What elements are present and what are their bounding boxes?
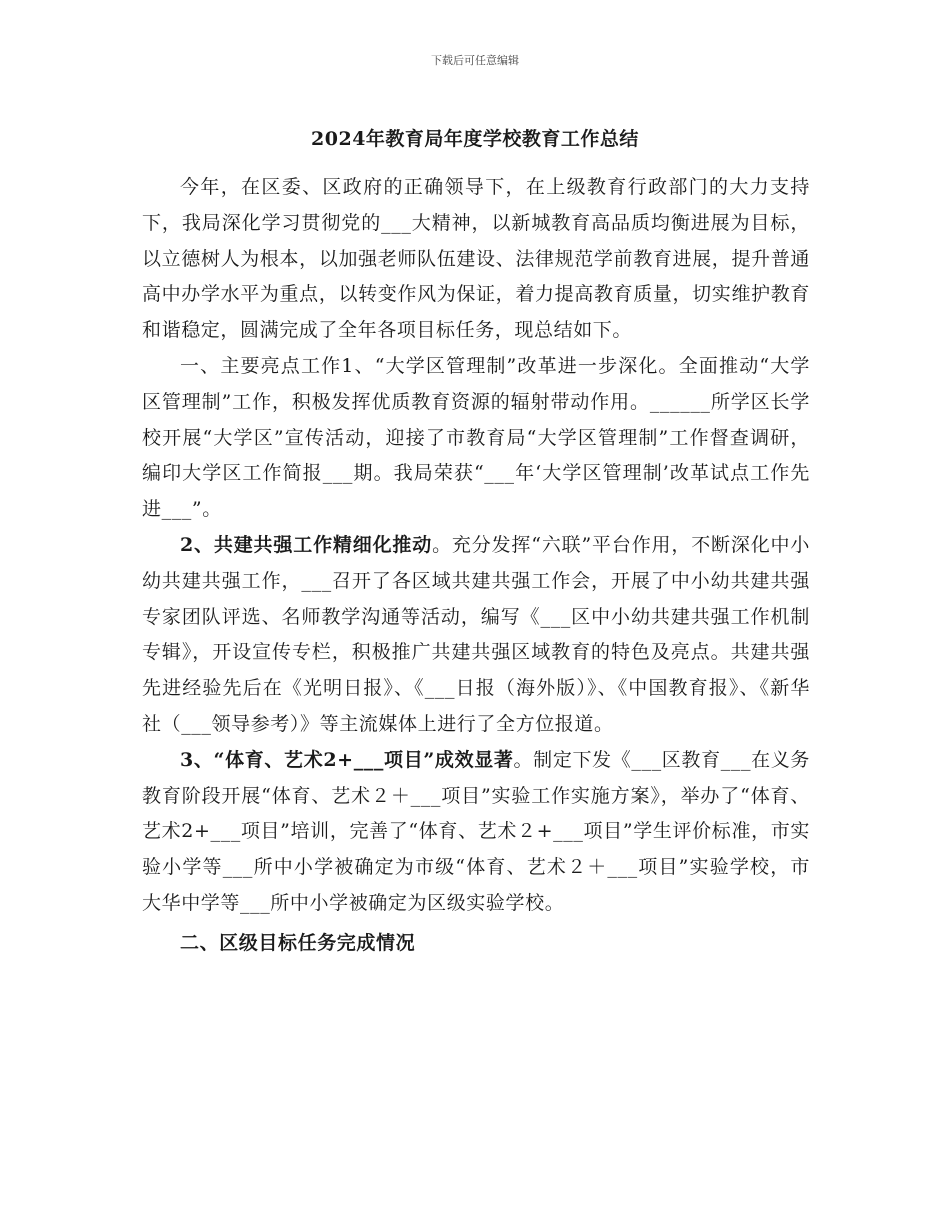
highlight-item-2-paragraph bbox=[142, 528, 810, 743]
document-body bbox=[142, 170, 810, 962]
highlight-item-2-heading: 2、共建共强工作精细化推动 bbox=[180, 533, 433, 556]
page-header-note: 下载后可任意编辑 bbox=[431, 54, 519, 67]
highlight-item-2-text: 。充分发挥“六联”平台作用，不断深化中小幼共建共强工作，___召开了各区域共建共强工作会，开展了中小幼共建共强专家团队评选、名师教学沟通等活动，编写《___区中小幼共建共强工作机制专辑》，开设宣传专栏，积极推广共建共强区域教育的特色及亮点。共建共强先进经验先后在《光明日报》、《___日报（海外版）》、《中国教育报》、《新华社（___领导参考）》等主流媒体上进行了全方位报道。 bbox=[142, 533, 810, 735]
intro-paragraph: 今年，在区委、区政府的正确领导下，在上级教育行政部门的大力支持下，我局深化学习贯彻党的___大精神，以新城教育高品质均衡进展为目标，以立德树人为根本，以加强老师队伍建设、法律规范学前教育进展，提升普通高中办学水平为重点，以转变作风为保证，着力提高教育质量，切实维护教育和谐稳定，圆满完成了全年各项目标任务，现总结如下。 bbox=[142, 176, 810, 342]
document-title: 2024年教育局年度学校教育工作总结 bbox=[311, 128, 639, 150]
section-2-heading: 二、区级目标任务完成情况 bbox=[180, 931, 416, 954]
highlight-item-1-paragraph: 一、主要亮点工作1、“大学区管理制”改革进一步深化。全面推动“大学区管理制”工作，积极发挥优质教育资源的辐射带动作用。______所学区长学校开展“大学区”宣传活动，迎接了市教育局“大学区管理制”工作督查调研，编印大学区工作简报___期。我局荣获“___年‘大学区管理制’改革试点工作先进___”。 bbox=[142, 354, 810, 521]
highlight-item-3-text: 。制定下发《___区教育___在义务教育阶段开展“体育、艺术２＋___项目”实验工作实施方案》，举办了“体育、艺术2+___项目”培训，完善了“体育、艺术２+___项目”学生评价标准，市实验小学等___所中小学被确定为市级“体育、艺术２＋___项目”实验学校，市大华中学等___所中小学被确定为区级实验学校。 bbox=[142, 748, 810, 914]
highlight-item-3-paragraph bbox=[142, 743, 810, 922]
highlight-item-3-heading: 3、“体育、艺术2+___项目”成效显著 bbox=[180, 748, 514, 771]
